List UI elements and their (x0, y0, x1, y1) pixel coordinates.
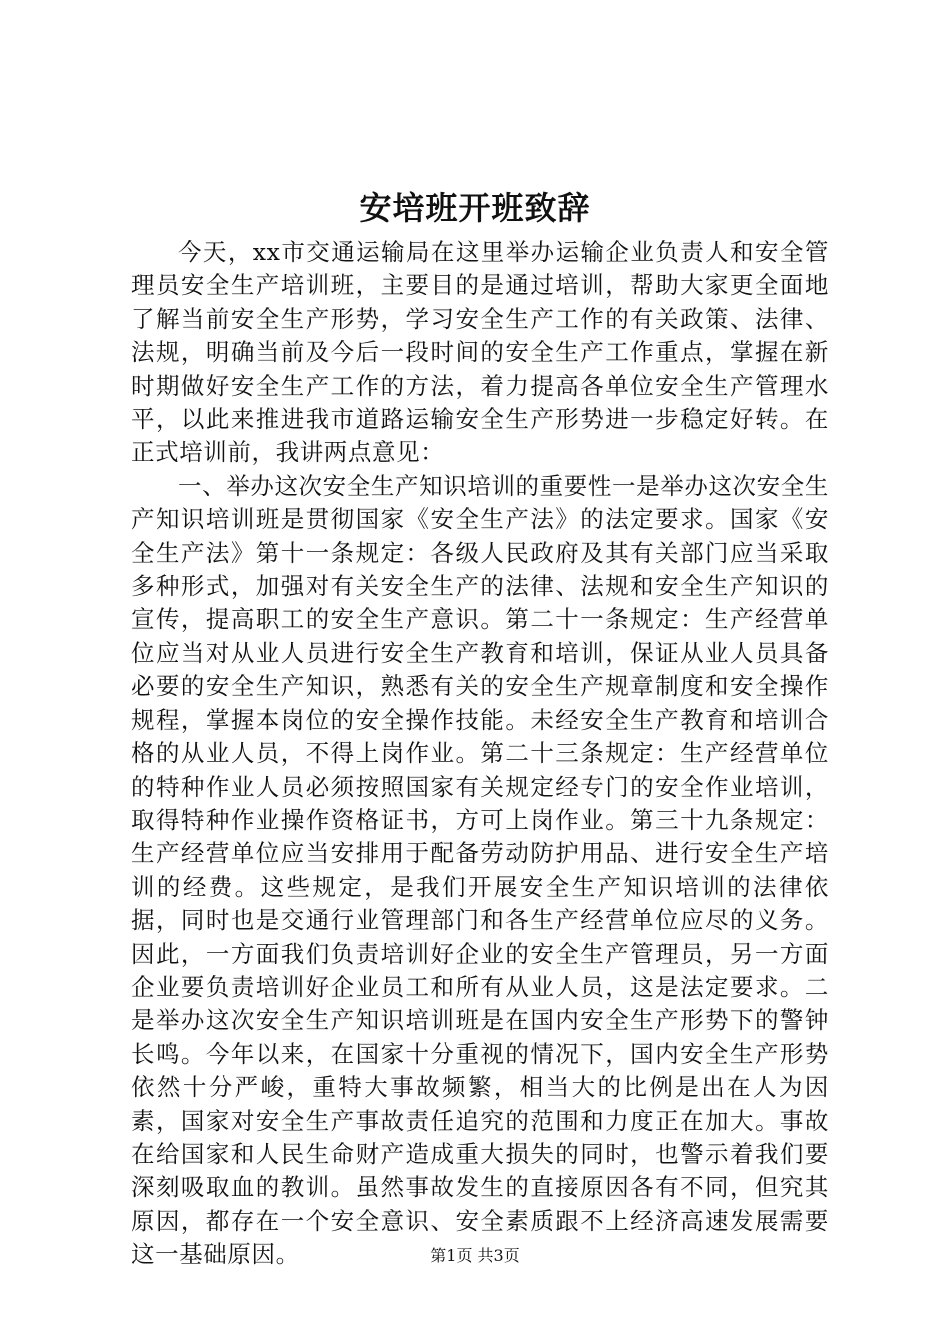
paragraph-importance: 一、举办这次安全生产知识培训的重要性一是举办这次安全生产知识培训班是贯彻国家《安全生产法》的法定要求。国家《安全生产法》第十一条规定：各级人民政府及其有关部门应当采取多种形式，加强对有关安全生产的法律、法规和安全生产知识的宣传，提高职工的安全生产意识。第二十一条规定：生产经营单位应当对从业人员进行安全生产教育和培训，保证从业人员具备必要的安全生产知识，熟悉有关的安全生产规章制度和安全操作规程，掌握本岗位的安全操作技能。未经安全生产教育和培训合格的从业人员，不得上岗作业。第二十三条规定：生产经营单位的特种作业人员必须按照国家有关规定经专门的安全作业培训，取得特种作业操作资格证书，方可上岗作业。第三十九条规定：生产经营单位应当安排用于配备劳动防护用品、进行安全生产培训的经费。这些规定，是我们开展安全生产知识培训的法律依据，同时也是交通行业管理部门和各生产经营单位应尽的义务。因此，一方面我们负责培训好企业的安全生产管理员，另一方面企业要负责培训好企业员工和所有从业人员，这是法定要求。二是举办这次安全生产知识培训班是在国内安全生产形势下的警钟长鸣。今年以来，在国家十分重视的情况下，国内安全生产形势依然十分严峻，重特大事故频繁，相当大的比例是出在人为因素，国家对安全生产事故责任追究的范围和力度正在加大。事故在给国家和人民生命财产造成重大损失的同时，也警示着我们要深刻吸取血的教训。虽然事故发生的直接原因各有不同，但究其原因，都存在一个安全意识、安全素质跟不上经济高速发展需要这一基础原因。 (131, 471, 829, 1269)
paragraph-intro: 今天，xx市交通运输局在这里举办运输企业负责人和安全管理员安全生产培训班，主要目的是通过培训，帮助大家更全面地了解当前安全生产形势，学习安全生产工作的有关政策、法律、法规，明确当前及今后一段时间的安全生产工作重点，掌握在新时期做好安全生产工作的方法，着力提高各单位安全生产管理水平，以此来推进我市道路运输安全生产形势进一步稳定好转。在正式培训前，我讲两点意见： (131, 238, 829, 467)
document-body (131, 236, 829, 1272)
page-title: 安培班开班致辞 (359, 189, 591, 227)
page-footer: 第1页 共3页 (430, 1246, 520, 1265)
